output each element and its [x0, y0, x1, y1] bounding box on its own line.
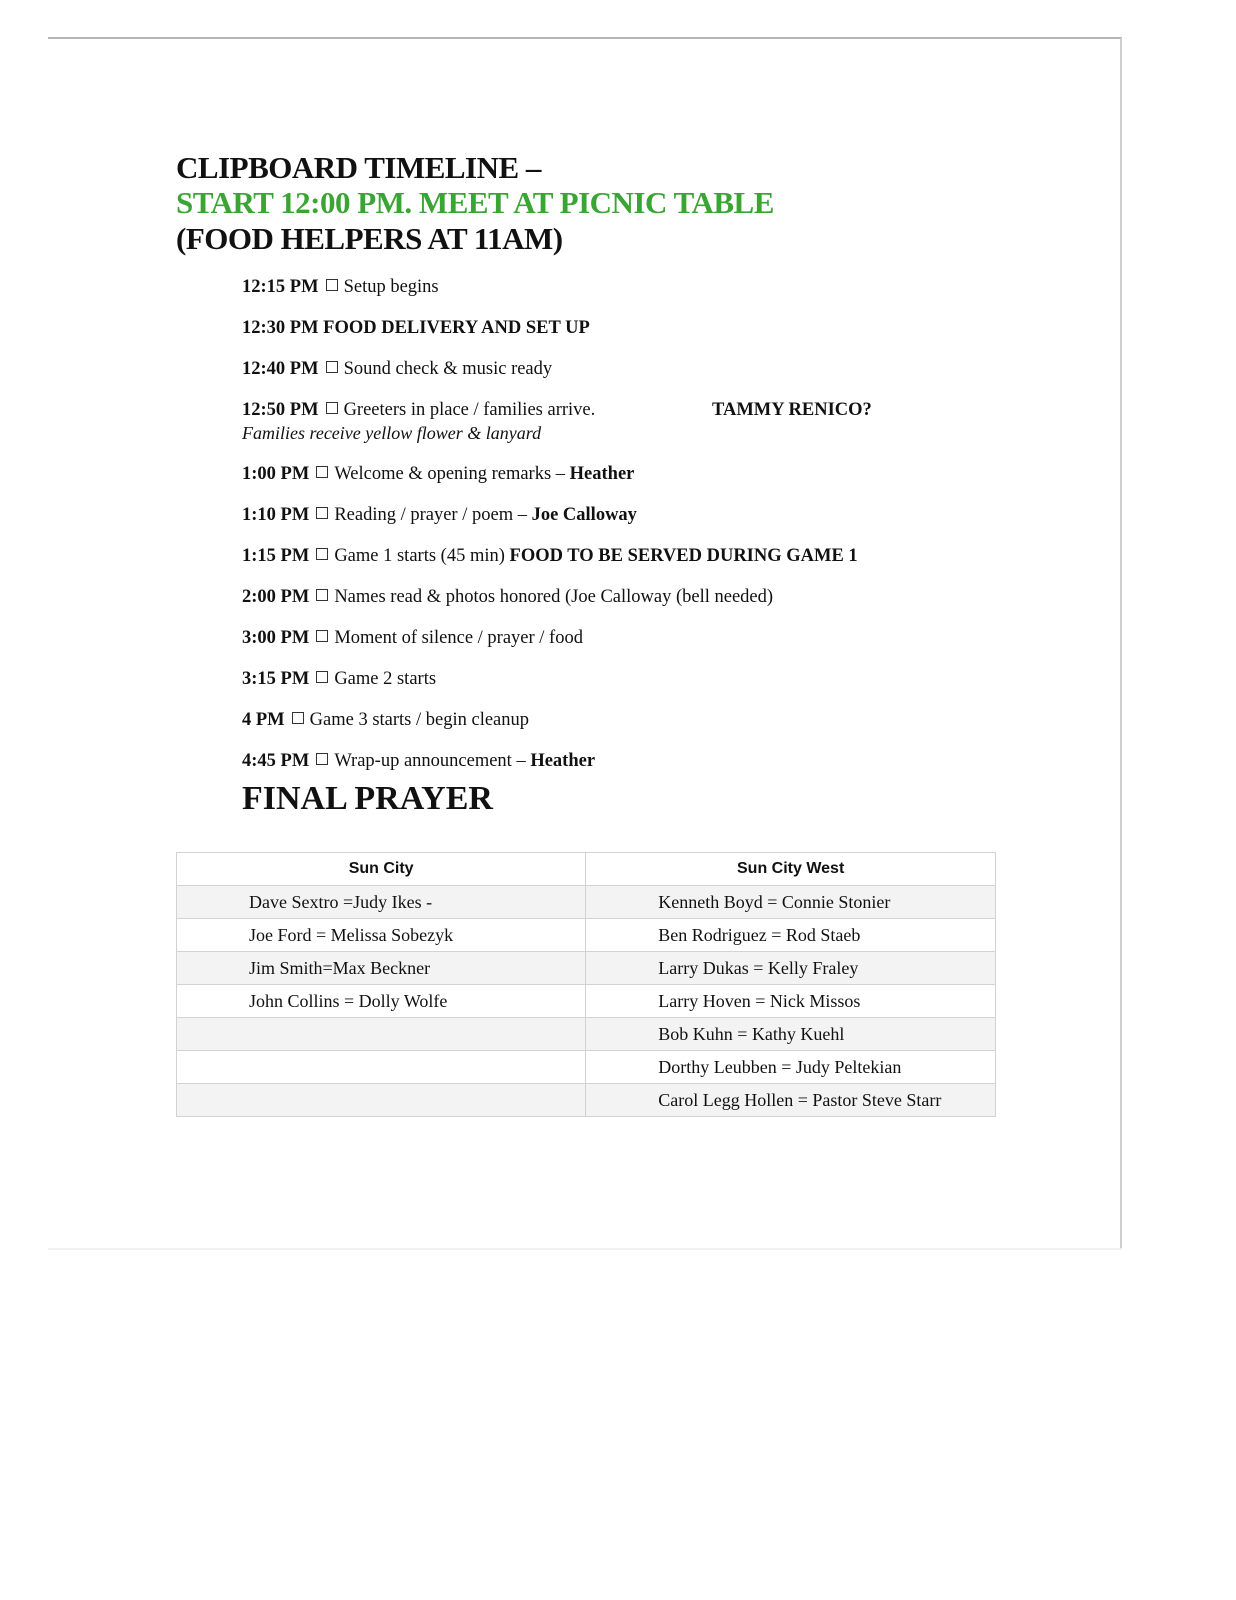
- timeline-item: [242, 462, 1122, 503]
- timeline-item: [242, 316, 1122, 357]
- table-row: [177, 1018, 996, 1051]
- timeline-item: [242, 357, 1122, 398]
- table-row: [177, 886, 996, 919]
- timeline-time: 4 PM: [242, 710, 285, 730]
- timeline-time: 12:40 PM: [242, 359, 319, 379]
- table-cell: Joe Ford = Melissa Sobezyk: [177, 919, 586, 952]
- timeline-text: Setup begins: [343, 277, 439, 297]
- timeline-emphasis: FOOD TO BE SERVED DURING GAME 1: [509, 546, 858, 566]
- title-clipboard-timeline: CLIPBOARD TIMELINE –: [176, 150, 541, 185]
- timeline-text: Sound check & music ready: [343, 359, 553, 379]
- timeline-time: 12:15 PM: [242, 277, 319, 297]
- timeline-item: [242, 544, 1122, 585]
- timeline-text: Names read & photos honored (Joe Calloway (bell needed): [334, 587, 774, 607]
- timeline-item: [242, 626, 1122, 667]
- timeline-list: [242, 275, 1122, 790]
- table-cell: Ben Rodriguez = Rod Staeb: [586, 919, 996, 952]
- timeline-person: Joe Calloway: [531, 505, 637, 525]
- timeline-text: Moment of silence / prayer / food: [334, 628, 583, 648]
- table-cell: Dave Sextro =Judy Ikes -: [177, 886, 586, 919]
- table-cell: Dorthy Leubben = Judy Peltekian: [586, 1051, 996, 1084]
- timeline-item: [242, 503, 1122, 544]
- timeline-text: Welcome & opening remarks –: [334, 464, 566, 484]
- checkbox-icon: [316, 671, 328, 683]
- checkbox-icon: [316, 466, 328, 478]
- final-prayer-heading: FINAL PRAYER: [242, 780, 493, 817]
- table-cell: [177, 1084, 586, 1117]
- table-row: [177, 1084, 996, 1117]
- timeline-text: Reading / prayer / poem –: [334, 505, 527, 525]
- table-cell: Bob Kuhn = Kathy Kuehl: [586, 1018, 996, 1051]
- table-row: [177, 952, 996, 985]
- timeline-item: [242, 667, 1122, 708]
- column-header-sun-city-west: Sun City West: [586, 853, 996, 886]
- checkbox-icon: [292, 712, 304, 724]
- checkbox-icon: [316, 753, 328, 765]
- timeline-subnote: Families receive yellow flower & lanyard: [242, 423, 542, 443]
- timeline-time: 12:50 PM: [242, 400, 319, 420]
- table-cell: Carol Legg Hollen = Pastor Steve Starr: [586, 1084, 996, 1117]
- table-row: [177, 1051, 996, 1084]
- timeline-text: Game 3 starts / begin cleanup: [309, 710, 530, 730]
- checkbox-icon: [316, 589, 328, 601]
- timeline-item: [242, 708, 1122, 749]
- timeline-text: Greeters in place / families arrive.: [343, 400, 596, 420]
- table-row: [177, 919, 996, 952]
- timeline-time: 4:45 PM: [242, 751, 310, 771]
- prayer-pairs-table: [176, 852, 996, 1117]
- page-edge: [48, 1248, 1122, 1250]
- title-food-helpers: (FOOD HELPERS AT 11AM): [176, 221, 563, 256]
- table-cell: [177, 1051, 586, 1084]
- table-cell: Jim Smith=Max Beckner: [177, 952, 586, 985]
- table-row: [177, 985, 996, 1018]
- timeline-text: Wrap-up announcement –: [334, 751, 526, 771]
- timeline-item: [242, 398, 1122, 462]
- timeline-time: 1:00 PM: [242, 464, 310, 484]
- timeline-time: 3:00 PM: [242, 628, 310, 648]
- timeline-aside-note: TAMMY RENICO?: [712, 400, 872, 420]
- timeline-person: Heather: [569, 464, 635, 484]
- table-cell: Larry Dukas = Kelly Fraley: [586, 952, 996, 985]
- timeline-person: Heather: [530, 751, 596, 771]
- timeline-time: 3:15 PM: [242, 669, 310, 689]
- table-cell: Larry Hoven = Nick Missos: [586, 985, 996, 1018]
- checkbox-icon: [326, 279, 338, 291]
- timeline-time: 1:15 PM: [242, 546, 310, 566]
- table-cell: John Collins = Dolly Wolfe: [177, 985, 586, 1018]
- checkbox-icon: [316, 548, 328, 560]
- timeline-text: Game 1 starts (45 min): [334, 546, 505, 566]
- timeline-time: 2:00 PM: [242, 587, 310, 607]
- timeline-item: [242, 275, 1122, 316]
- checkbox-icon: [326, 402, 338, 414]
- checkbox-icon: [326, 361, 338, 373]
- table-cell: Kenneth Boyd = Connie Stonier: [586, 886, 996, 919]
- timeline-text: Game 2 starts: [334, 669, 437, 689]
- checkbox-icon: [316, 630, 328, 642]
- timeline-time: 1:10 PM: [242, 505, 310, 525]
- table-header-row: [177, 853, 996, 886]
- timeline-item: [242, 585, 1122, 626]
- column-header-sun-city: Sun City: [177, 853, 586, 886]
- table-cell: [177, 1018, 586, 1051]
- checkbox-icon: [316, 507, 328, 519]
- timeline-time: 12:30 PM FOOD DELIVERY AND SET UP: [242, 318, 590, 338]
- title-start-time: START 12:00 PM. MEET AT PICNIC TABLE: [176, 185, 774, 220]
